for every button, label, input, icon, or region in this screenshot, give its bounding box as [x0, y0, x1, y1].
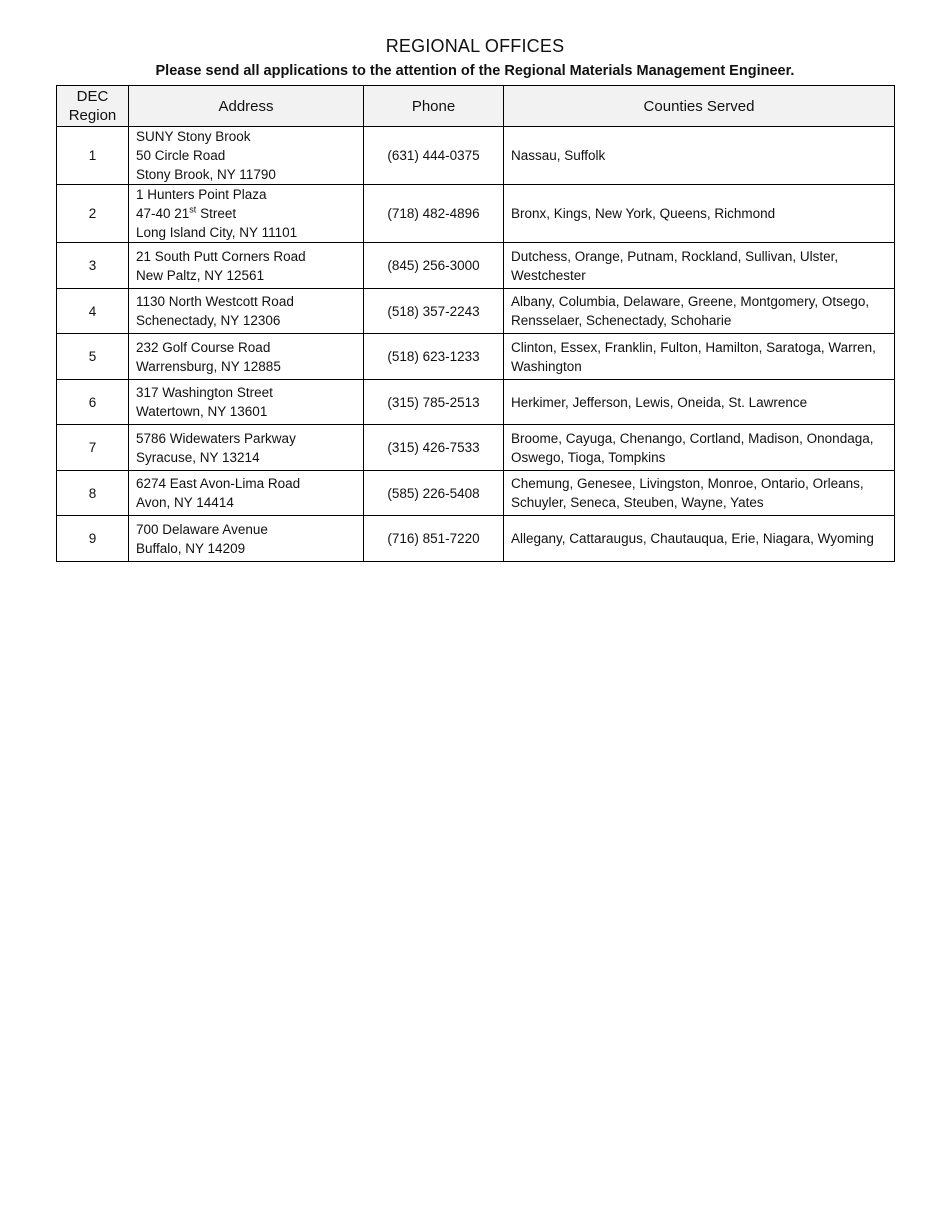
address-line: Long Island City, NY 11101 — [136, 225, 298, 240]
ordinal-suffix: st — [189, 204, 197, 215]
address-text: 47-40 21 — [136, 206, 190, 221]
office-address — [129, 243, 364, 289]
counties-served: Dutchess, Orange, Putnam, Rockland, Sullivan, Ulster, Westchester — [504, 243, 895, 289]
phone-number: (315) 785-2513 — [364, 380, 504, 425]
page-title: REGIONAL OFFICES — [385, 36, 565, 56]
address-line: Stony Brook, NY 11790 — [136, 167, 276, 182]
address-line: 5786 Widewaters Parkway — [136, 430, 296, 446]
header-dec-region-line: DEC — [76, 88, 109, 105]
address-line: Buffalo, NY 14209 — [136, 540, 246, 556]
counties-served: Broome, Cayuga, Chenango, Cortland, Madison, Onondaga, Oswego, Tioga, Tompkins — [504, 425, 895, 471]
address-line: 1 Hunters Point Plaza — [136, 187, 267, 202]
counties-served: Clinton, Essex, Franklin, Fulton, Hamilton, Saratoga, Warren, Washington — [504, 334, 895, 380]
phone-number: (631) 444-0375 — [364, 127, 504, 185]
address-line: 1130 North Westcott Road — [136, 294, 294, 309]
office-address — [129, 185, 364, 243]
region-number: 6 — [57, 380, 129, 425]
header-dec-region — [57, 86, 129, 127]
table-row — [57, 289, 895, 334]
region-number: 9 — [57, 516, 129, 562]
office-address — [129, 380, 364, 425]
table-row — [57, 380, 895, 425]
address-line: 21 South Putt Corners Road — [136, 248, 306, 264]
region-number: 3 — [57, 243, 129, 289]
address-line — [136, 204, 356, 223]
table-row — [57, 425, 895, 471]
address-line: Watertown, NY 13601 — [136, 404, 268, 419]
header-address: Address — [129, 86, 364, 127]
header-phone: Phone — [364, 86, 504, 127]
phone-number: (585) 226-5408 — [364, 471, 504, 516]
address-line: 317 Washington Street — [136, 385, 273, 400]
office-address — [129, 334, 364, 380]
counties-served: Chemung, Genesee, Livingston, Monroe, Ontario, Orleans, Schuyler, Seneca, Steuben, Wayne, Yates — [504, 471, 895, 516]
address-line: Schenectady, NY 12306 — [136, 313, 281, 328]
address-line: Warrensburg, NY 12885 — [136, 358, 281, 374]
table-row — [57, 471, 895, 516]
header-counties-served: Counties Served — [504, 86, 895, 127]
regional-offices-table — [56, 85, 895, 562]
phone-number: (518) 357-2243 — [364, 289, 504, 334]
counties-served: Albany, Columbia, Delaware, Greene, Montgomery, Otsego, Rensselaer, Schenectady, Schoharie — [504, 289, 895, 334]
region-number: 5 — [57, 334, 129, 380]
office-address — [129, 516, 364, 562]
region-number: 2 — [57, 185, 129, 243]
region-number: 1 — [57, 127, 129, 185]
table-row — [57, 516, 895, 562]
address-line: New Paltz, NY 12561 — [136, 267, 265, 283]
address-line: 700 Delaware Avenue — [136, 521, 268, 537]
address-line: 6274 East Avon-Lima Road — [136, 476, 301, 491]
phone-number: (716) 851-7220 — [364, 516, 504, 562]
office-address — [129, 425, 364, 471]
address-line: Avon, NY 14414 — [136, 495, 234, 510]
address-line: Syracuse, NY 13214 — [136, 449, 260, 465]
table-row — [57, 127, 895, 185]
address-line: SUNY Stony Brook — [136, 129, 251, 144]
region-number: 8 — [57, 471, 129, 516]
address-text: Street — [196, 206, 237, 221]
counties-served: Bronx, Kings, New York, Queens, Richmond — [504, 185, 895, 243]
address-line: 50 Circle Road — [136, 148, 226, 163]
phone-number: (845) 256-3000 — [364, 243, 504, 289]
office-address — [129, 127, 364, 185]
phone-number: (718) 482-4896 — [364, 185, 504, 243]
counties-served: Nassau, Suffolk — [504, 127, 895, 185]
region-number: 4 — [57, 289, 129, 334]
table-header-row — [57, 86, 895, 127]
counties-served: Allegany, Cattaraugus, Chautauqua, Erie, Niagara, Wyoming — [504, 516, 895, 562]
office-address — [129, 471, 364, 516]
page-subtitle: Please send all applications to the attention of the Regional Materials Management Engineer. — [155, 63, 795, 79]
table-row — [57, 243, 895, 289]
region-number: 7 — [57, 425, 129, 471]
table-row — [57, 185, 895, 243]
counties-served: Herkimer, Jefferson, Lewis, Oneida, St. Lawrence — [504, 380, 895, 425]
address-line: 232 Golf Course Road — [136, 339, 271, 355]
header-dec-region-line: Region — [68, 107, 117, 124]
table-row — [57, 334, 895, 380]
office-address — [129, 289, 364, 334]
phone-number: (518) 623-1233 — [364, 334, 504, 380]
phone-number: (315) 426-7533 — [364, 425, 504, 471]
